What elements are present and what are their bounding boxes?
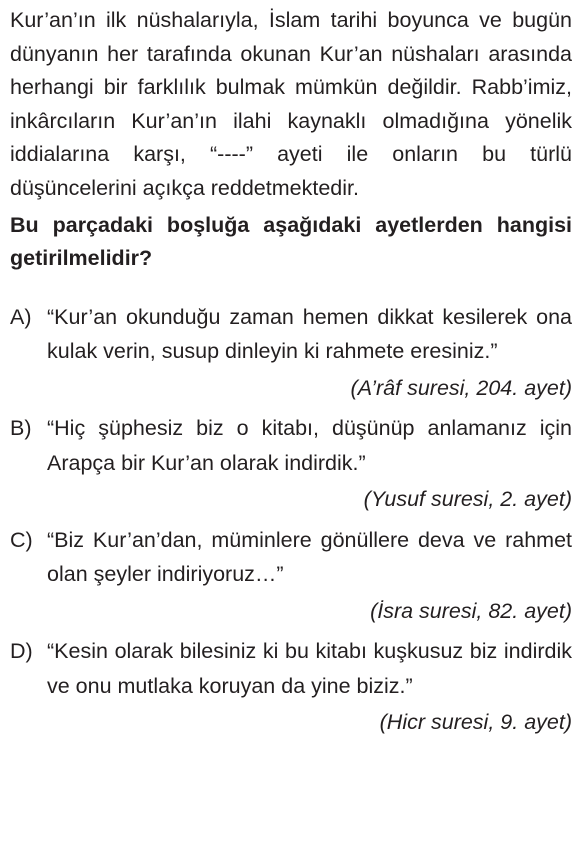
option-source: (Hicr suresi, 9. ayet): [379, 710, 572, 735]
question-passage: Kur’an’ın ilk nüshalarıyla, İslam tarihi boyunca ve bugün dünyanın her tarafında okunan Kur’an nüshaları arasında herhangi bir farklılık bulmak mümkün değildir. Rabb’imiz, inkârcıların Kur’an’ın ilahi kaynaklı olmadığına yönelik iddialarına karşı, “----” ayeti ile onların bu türlü düşüncelerini açıkça reddetmektedir.: [10, 8, 572, 200]
option-d[interactable]: [10, 634, 572, 740]
option-source: (İsra suresi, 82. ayet): [370, 598, 572, 623]
question-page: [10, 0, 572, 746]
option-source: (A’râf suresi, 204. ayet): [350, 375, 572, 400]
question-stem: Bu parçadaki boşluğa aşağıdaki ayetlerden hangisi getirilmelidir?: [10, 212, 572, 270]
option-b[interactable]: [10, 411, 572, 517]
option-text: “Hiç şüphesiz biz o kitabı, düşünüp anlamanız için Arapça bir Kur’an olarak indirdik.”: [47, 416, 572, 475]
option-c[interactable]: [10, 523, 572, 629]
option-letter: A): [10, 304, 32, 329]
option-letter: C): [10, 527, 33, 552]
answer-options: [10, 300, 572, 740]
option-letter: D): [10, 639, 33, 664]
option-source: (Yusuf suresi, 2. ayet): [363, 487, 572, 512]
option-text: “Kesin olarak bilesiniz ki bu kitabı kuşkusuz biz indirdik ve onu mutlaka koruyan da yine biziz.”: [47, 639, 572, 698]
option-letter: B): [10, 416, 32, 441]
option-a[interactable]: [10, 300, 572, 406]
option-text: “Kur’an okunduğu zaman hemen dikkat kesilerek ona kulak verin, susup dinleyin ki rahmete eresiniz.”: [47, 304, 572, 364]
option-text: “Biz Kur’an’dan, müminlere gönüllere deva ve rahmet olan şeyler indiriyoruz…”: [47, 527, 572, 587]
